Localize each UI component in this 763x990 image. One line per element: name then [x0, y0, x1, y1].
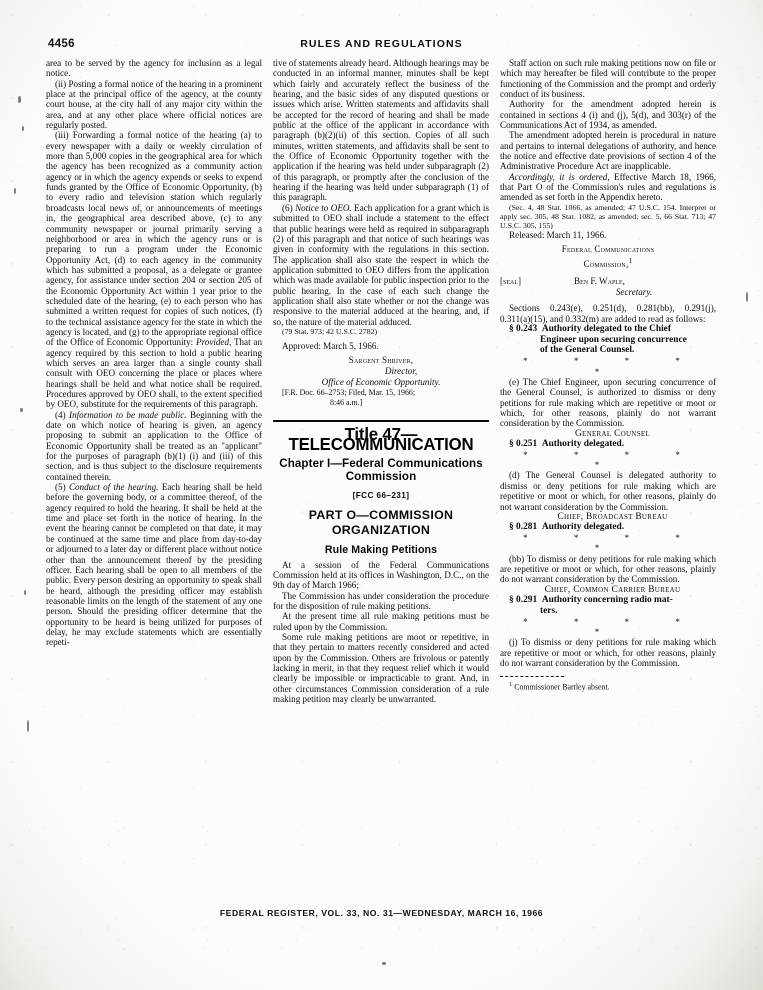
section-title-line-2: Engineer upon securing concurrence	[540, 334, 687, 345]
paragraph: (bb) To dismiss or deny petitions for rule making which are repetitive or moot or which, for other reasons, plainly do not warrant consideration by the Commission.	[500, 553, 716, 585]
paragraph: The Commission has under consideration the procedure for the disposition of rule making petitions.	[273, 590, 489, 611]
section-number: § 0.281	[509, 522, 538, 533]
section-title-line-1: Authority delegated to the Chief	[541, 323, 671, 334]
paragraph-text: Effective March 18, 1966, that Part O of the Commission's rules and regulations is amended as set forth in the Appendix hereto.	[500, 171, 716, 203]
office-heading-common-carrier-bureau: Chief, Common Carrier Bureau	[544, 584, 681, 595]
footnote	[500, 680, 716, 692]
section-number: § 0.291	[509, 595, 538, 606]
page-number: 4456	[48, 38, 75, 50]
approval-line: Approved: March 5, 1966.	[282, 341, 379, 352]
footnote-separator	[500, 676, 564, 677]
chapter-heading: Chapter I—Federal Communications Commission	[279, 456, 483, 484]
paragraph-text: Each application for a grant which is submitted to OEO shall include a statement to the effect that public hearings were held as required in subparagraph (2) of this paragraph and that notice of such hearings was given in conformity with the regulations in this section. The application shall also state the respect in which the application submitted to OEO differs from the application which was made available for public inspection prior to the public hearing. In the case of each such change the application shall also state whether or not the change was responsive to the material adduced at the hearing, and, if so, the nature of the material adduced.	[273, 202, 489, 327]
agency-name-line-2	[500, 255, 716, 270]
paragraph	[46, 130, 262, 409]
paragraph-text: (iii) Forwarding a formal notice of the hearing (a) to every newspaper with a daily or weekly circulation of more than 5,000 copies in the geographical area for which the agency has been recognized as a community action agency or in which the agency expends or seeks to expend funds granted by the Office of Economic Opportunity, (b) to every radio and television station which regularly broadcasts local news of, or announcements of meetings in, the geographical area described above, (c) to any community newspaper or journal primarily serving a neighborhood or area in which the agency runs or is preparing to run a program under the Economic Opportunity Act, (d) to each agency in the community which has submitted a proposal, as a delegate or grantee agency, for assistance under section 204 or section 205 of the Economic Opportunity Act within 1 year prior to the scheduled date of the hearing, (e) to each person who has submitted a written request for copies of such notices, (f) to the technical assistance agency for the state in which the agency is located, and (g) to the appropriate regional office of the Office of Economic Opportunity:	[46, 130, 262, 348]
paragraph-number: (4)	[55, 409, 66, 420]
agency-signature-block	[500, 244, 716, 270]
paragraph	[273, 203, 489, 327]
paragraph-italic: Notice to OEO.	[295, 202, 352, 213]
paragraph-italic: Conduct of the hearing.	[68, 482, 159, 493]
footnote-marker: 1	[509, 681, 513, 689]
section-heading-0251	[500, 439, 716, 450]
subject-heading: Rule Making Petitions	[324, 544, 438, 557]
paragraph-italic: Information to be made public.	[69, 409, 187, 420]
authority-citation: (Sec. 4, 48 Stat. 1066, as amended; 47 U.S.C. 154. Interpret or apply sec. 305, 48 Stat. 1082, as amended; sec. 5, 66 Stat. 713; 47 U.S.C. 305, 155)	[500, 202, 716, 230]
signature-block	[273, 355, 489, 388]
paragraph-text: Each hearing shall be held before the governing body, or a committee thereof, of the agency required to hold the hearing. It shall be held at the time and place set forth in the notice of hearing. In the event the hearing cannot be completed on that date, it may be continued at the same time and place from day-to-day or adjourned to a later day or different place without notice other than the announcement thereof by the presiding officer. Each hearing shall be open to all members of the public. Every person desiring an opportunity to speak shall be heard, although the presiding officer may establish reasonable limits on the length of the statement of any one person. Should the presiding officer determine that the opportunity to be heard is being utilized for purposes of delay, he may exclude statements which are essentially repeti-	[46, 482, 262, 648]
fr-doc-line-1: [F.R. Doc. 66–2753; Filed, Mar. 15, 1966;	[282, 388, 416, 398]
office-heading-general-counsel: General Counsel	[574, 428, 651, 439]
column-two	[273, 58, 489, 704]
paragraph: Authority for the amendment adopted herein is contained in sections 4 (i) and (j), 5(d), and 303(r) of the Communications Act of 1934, as amended.	[500, 99, 716, 131]
column-three	[500, 58, 716, 692]
agency-name-line-1: Federal Communications	[561, 244, 655, 255]
section-heading-0291	[500, 595, 716, 617]
sections-intro: Sections 0.243(e), 0.251(d), 0.281(bb), 0.291(j), 0.311(a)(15), and 0.332(m) are added to read as follows:	[500, 303, 716, 324]
section-title: Authority delegated.	[541, 522, 625, 533]
column-one	[46, 58, 262, 648]
secretary-name: Ben F. Waple,	[574, 276, 625, 287]
title-heading: Title 47—TELECOMMUNICATION	[288, 423, 474, 455]
seal-marker: [seal]	[500, 276, 522, 287]
paragraph-number: (5)	[55, 482, 66, 493]
fcc-document-number: [FCC 66–231]	[352, 490, 410, 500]
paragraph: (j) To dismiss or deny petitions for rule making which are repetitive or moot or which, for other reasons, plainly do not warrant consideration by the Commission.	[500, 637, 716, 669]
paragraph-text: That an agency required by this section to hold a public hearing which serves an area larger than a single county shall consult with OEO concerning the place or places where hearings shall be held and what notice shall be required. Procedures approved by OEO shall, to the extent specified by OEO, substitute for the requirements of this paragraph.	[46, 337, 262, 410]
fr-doc-citation	[273, 388, 489, 407]
footnote-text: Commissioner Bartley absent.	[514, 682, 610, 692]
paragraph	[46, 410, 262, 482]
paragraph-italic: Accordingly, it is ordered,	[509, 171, 610, 182]
agency-name-text: Commission,	[583, 259, 629, 270]
signatory-name: Sargent Shriver,	[348, 355, 414, 366]
paragraph-number: (6)	[282, 202, 293, 213]
fr-doc-line-2: 8:46 a.m.]	[330, 397, 363, 407]
omission-stars: * * * * *	[523, 356, 702, 377]
paragraph	[500, 172, 716, 203]
paragraph: At a session of the Federal Communications Commission held at its offices in Washington, D.C., on the 9th day of March 1966;	[273, 559, 489, 591]
footnote-reference: 1	[628, 256, 633, 266]
paragraph	[46, 482, 262, 648]
omission-stars: * * * * *	[523, 532, 702, 554]
section-title-line-3: of the General Counsel.	[540, 345, 635, 356]
authority-citation: (79 Stat. 973; 42 U.S.C. 2782)	[282, 326, 378, 336]
page-footer: FEDERAL REGISTER, VOL. 33, NO. 31—WEDNESDAY, MARCH 16, 1966	[219, 908, 544, 918]
seal-signature-row	[500, 276, 716, 297]
signatory-title: Director,	[384, 366, 418, 377]
paragraph: Some rule making petitions are moot or repetitive, in that they pertain to matters recently considered and acted upon by the Commission. Others are frivolous or patently lacking in merit, in that they request relief which it would clearly be impossible or impracticable to grant. And, in other circumstances Commission consideration of a rule making petition may clearly be unwarranted.	[273, 631, 489, 704]
paragraph: Staff action on such rule making petitions now on file or which may hereafter be filed will contribute to the proper functioning of the Commission and the prompt and orderly conduct of its business.	[500, 58, 716, 100]
omission-stars: * * * * *	[523, 616, 702, 637]
signatory-office: Office of Economic Opportunity.	[321, 377, 441, 388]
section-number: § 0.243	[509, 323, 538, 334]
title-divider-rule	[273, 420, 489, 422]
release-line: Released: March 11, 1966.	[509, 230, 607, 241]
paragraph-text: Beginning with the date on which notice of hearing is given, an agency proposing to submit an application to the Office of Economic Opportunity shall be treated as an "applicant" for the purposes of paragraph (b)(1) (i) and (iii) of this section, and is thus subject to the disclosure requirements contained therein.	[46, 409, 263, 482]
section-title: Authority delegated.	[541, 438, 625, 449]
omission-stars: * * * * *	[523, 449, 702, 471]
section-title-line-2: ters.	[540, 605, 558, 616]
paragraph: At the present time all rule making petitions must be ruled upon by the Commission.	[273, 611, 489, 632]
paragraph: area to be served by the agency for inclusion as a legal notice.	[46, 58, 262, 79]
paragraph: tive of statements already heard. Although hearings may be conducted in an informal manner, minutes shall be kept which fairly and accurately reflect the business of the hearing, and the basic sides of any disputed questions or issues which arise. Written statements and affidavits shall be accepted for the record of hearing and shall be made public at the office of the applicant in accordance with paragraph (b)(2)(ii) of this section. Copies of all such minutes, written statements, and affidavits shall be sent to the Office of Economic Opportunity together with the application if the hearing was held under subparagraph (2) of this paragraph, or promptly after the conclusion of the hearing if the hearing was held under subparagraph (1) of this paragraph.	[273, 58, 489, 203]
office-heading-broadcast-bureau: Chief, Broadcast Bureau	[557, 511, 668, 522]
section-title-line-1: Authority concerning radio mat-	[541, 595, 673, 606]
section-heading-0281	[500, 522, 716, 533]
paragraph: (e) The Chief Engineer, upon securing concurrence of the General Counsel, is authorized to dismiss or deny petitions for rule making which are repetitive or moot or which, for other reasons, plainly do not warrant consideration by the Commission.	[500, 376, 716, 429]
paragraph: (ii) Posting a formal notice of the hearing in a prominent place at the principal office of the agency, at the county court house, at the city hall of any major city within the area, and at any other place where official notices are regularly posted.	[46, 78, 262, 131]
paragraph-italic: Provided,	[196, 337, 232, 348]
secretary-title: Secretary.	[615, 286, 653, 297]
section-number: § 0.251	[509, 438, 538, 449]
paragraph: (d) The General Counsel is delegated authority to dismiss or deny petitions for rule making which are repetitive or moot or which, for other reasons, plainly do not warrant consideration by the Commission.	[500, 470, 716, 512]
running-head: RULES AND REGULATIONS	[300, 38, 463, 50]
section-heading-0243	[500, 324, 716, 356]
paragraph: The amendment adopted herein is procedural in nature and pertains to internal delegations of authority, and hence the notice and effective date provisions of section 4 of the Administrative Procedure Act are inapplicable.	[500, 130, 716, 172]
part-heading: PART O—COMMISSION ORGANIZATION	[308, 508, 454, 537]
